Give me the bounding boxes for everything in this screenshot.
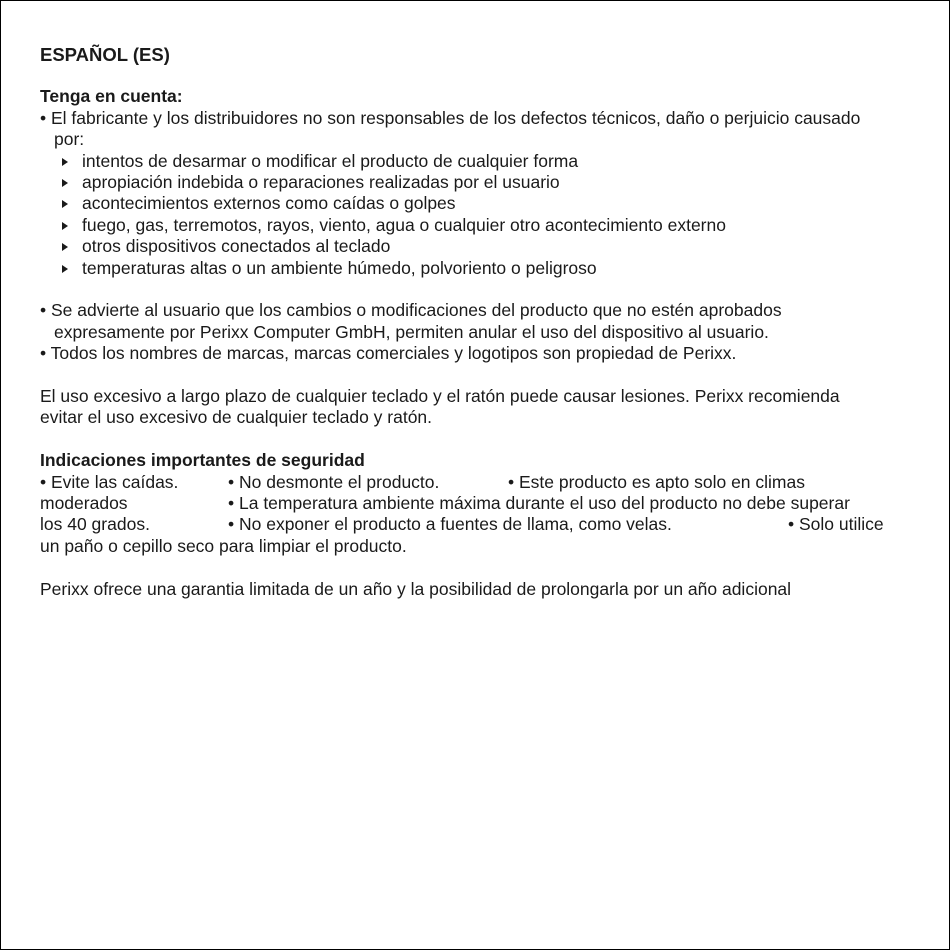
list-item: apropiación indebida o reparaciones realizadas por el usuario xyxy=(62,172,920,193)
safety-item: • Evite las caídas. xyxy=(40,471,179,492)
notice-intro-line1: • El fabricante y los distribuidores no son responsables de los defectos técnicos, daño o perjuicio causado xyxy=(40,107,861,128)
warranty-text: Perixx ofrece una garantia limitada de un año y la posibilidad de prolongarla por un año adicional xyxy=(40,578,792,599)
safety-row-1 xyxy=(40,472,920,493)
safety-row-3 xyxy=(40,514,920,535)
notice-heading: Tenga en cuenta: xyxy=(40,86,183,107)
page-title: ESPAÑOL (ES) xyxy=(40,44,170,65)
safety-item: • Este producto es apto solo en climas xyxy=(508,471,805,492)
document-content xyxy=(40,44,920,600)
safety-item: • La temperatura ambiente máxima durante el uso del producto no debe superar xyxy=(228,493,850,514)
list-item: acontecimientos externos como caídas o golpes xyxy=(62,193,920,214)
notice-section xyxy=(40,86,920,364)
spacer xyxy=(40,365,920,386)
safety-item: moderados xyxy=(40,493,128,514)
safety-heading: Indicaciones importantes de seguridad xyxy=(40,450,365,471)
usage-line1: El uso excesivo a largo plazo de cualquier teclado y el ratón puede causar lesiones. Perixx recomienda xyxy=(40,386,840,407)
spacer xyxy=(40,279,920,300)
safety-row-4: un paño o cepillo seco para limpiar el producto. xyxy=(40,535,407,556)
list-item: temperaturas altas o un ambiente húmedo, polvoriento o peligroso xyxy=(62,258,920,279)
usage-section xyxy=(40,386,920,429)
safety-item: • No desmonte el producto. xyxy=(228,471,440,492)
notice-warning-line2: expresamente por Perixx Computer GmbH, permiten anular el uso del dispositivo al usuario. xyxy=(54,321,769,342)
safety-item: los 40 grados. xyxy=(40,514,150,535)
safety-section xyxy=(40,450,920,557)
notice-warning-line1: • Se advierte al usuario que los cambios o modificaciones del producto que no estén aprobados xyxy=(40,300,782,321)
safety-item: • No exponer el producto a fuentes de llama, como velas. xyxy=(228,514,672,535)
usage-line2: evitar el uso excesivo de cualquier teclado y ratón. xyxy=(40,407,433,428)
notice-intro-line2: por: xyxy=(54,129,85,150)
spacer xyxy=(40,557,920,578)
spacer xyxy=(40,429,920,450)
list-item: otros dispositivos conectados al teclado xyxy=(62,236,920,257)
notice-items-list xyxy=(40,151,920,279)
list-item: intentos de desarmar o modificar el producto de cualquier forma xyxy=(62,151,920,172)
safety-item: • Solo utilice xyxy=(788,514,884,535)
list-item: fuego, gas, terremotos, rayos, viento, agua o cualquier otro acontecimiento externo xyxy=(62,215,920,236)
safety-row-2 xyxy=(40,493,920,514)
notice-trademark: • Todos los nombres de marcas, marcas comerciales y logotipos son propiedad de Perixx. xyxy=(40,343,737,364)
